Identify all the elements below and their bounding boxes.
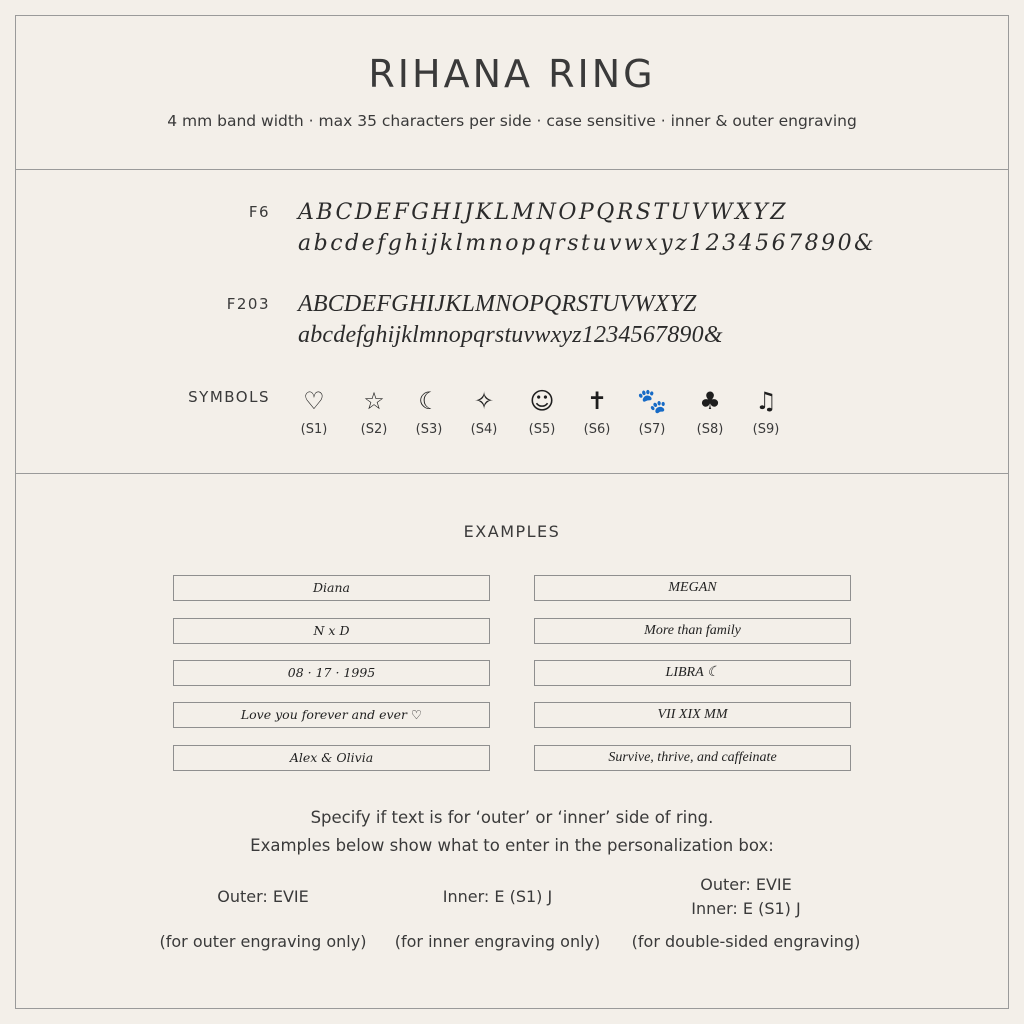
symbols-label: SYMBOLS <box>188 388 270 406</box>
spec-subtitle: 4 mm band width · max 35 characters per side · case sensitive · inner & outer engraving <box>167 112 857 130</box>
example-box-right: LIBRA ☾ <box>534 660 851 686</box>
symbol-item <box>514 386 570 437</box>
symbol-code: (S9) <box>752 422 780 437</box>
divider-header <box>15 169 1009 170</box>
example-box-right: Survive, thrive, and caffeinate <box>534 745 851 771</box>
symbol-code: (S8) <box>696 422 724 437</box>
symbol-item <box>456 386 512 437</box>
sample-double-outer: Outer: EVIE <box>700 875 792 894</box>
example-box-left: Love you forever and ever ♡ <box>173 702 490 728</box>
symbol-item <box>569 386 625 437</box>
sample-double-inner: Inner: E (S1) J <box>691 899 801 918</box>
examples-heading: EXAMPLES <box>463 522 561 541</box>
symbol-code: (S5) <box>528 422 556 437</box>
example-box-left: Diana <box>173 575 490 601</box>
font-label-f6: F6 <box>248 203 270 221</box>
example-box-right: More than family <box>534 618 851 644</box>
page-title: RIHANA RING <box>368 52 656 96</box>
sparkle-icon: ✧ <box>473 387 495 415</box>
cross-icon: ✝ <box>586 387 608 415</box>
smiley-icon: ☺ <box>529 387 555 415</box>
symbol-item <box>624 386 680 437</box>
example-box-right: VII XIX MM <box>534 702 851 728</box>
symbol-item <box>346 386 402 437</box>
example-box-left: Alex & Olivia <box>173 745 490 771</box>
paw-icon: 🐾 <box>637 387 667 415</box>
font-f203-lowercase: abcdefghijklmnopqrstuvwxyz1234567890& <box>298 322 723 348</box>
symbol-code: (S3) <box>415 422 443 437</box>
sample-outer <box>148 885 378 909</box>
symbol-item <box>682 386 738 437</box>
symbol-code: (S4) <box>470 422 498 437</box>
example-box-right: MEGAN <box>534 575 851 601</box>
heart-icon: ♡ <box>303 387 325 415</box>
page-frame <box>15 15 1009 1009</box>
font-label-f203: F203 <box>226 295 270 313</box>
example-box-left: 08 · 17 · 1995 <box>173 660 490 686</box>
font-f6-uppercase: ABCDEFGHIJKLMNOPQRSTUVWXYZ <box>298 200 789 225</box>
sample-inner-text: Inner: E (S1) J <box>442 887 553 906</box>
symbol-code: (S7) <box>638 422 666 437</box>
sample-inner-caption: (for inner engraving only) <box>394 932 601 951</box>
symbol-code: (S2) <box>360 422 388 437</box>
sample-double <box>630 873 862 921</box>
crescent-moon-icon: ☾ <box>418 387 440 415</box>
instruction-line-1: Specify if text is for ‘outer’ or ‘inner’ side of ring. <box>310 808 714 827</box>
instruction-line-2: Examples below show what to enter in the personalization box: <box>250 836 774 855</box>
sample-inner <box>385 885 610 909</box>
font-f203-uppercase: ABCDEFGHIJKLMNOPQRSTUVWXYZ <box>298 291 697 317</box>
font-f6-lowercase: abcdefghijklmnopqrstuvwxyz1234567890& <box>298 231 877 256</box>
symbol-code: (S1) <box>300 422 328 437</box>
music-note-icon: ♫ <box>755 387 777 415</box>
clover-icon: ♣ <box>699 387 721 415</box>
sample-double-caption: (for double-sided engraving) <box>631 932 861 951</box>
symbol-code: (S6) <box>583 422 611 437</box>
symbol-item <box>738 386 794 437</box>
star-icon: ☆ <box>363 387 385 415</box>
symbol-item <box>286 386 342 437</box>
sample-outer-caption: (for outer engraving only) <box>159 932 367 951</box>
example-box-left: N x D <box>173 618 490 644</box>
symbol-item <box>401 386 457 437</box>
sample-outer-text: Outer: EVIE <box>217 887 309 906</box>
divider-examples <box>15 473 1009 474</box>
